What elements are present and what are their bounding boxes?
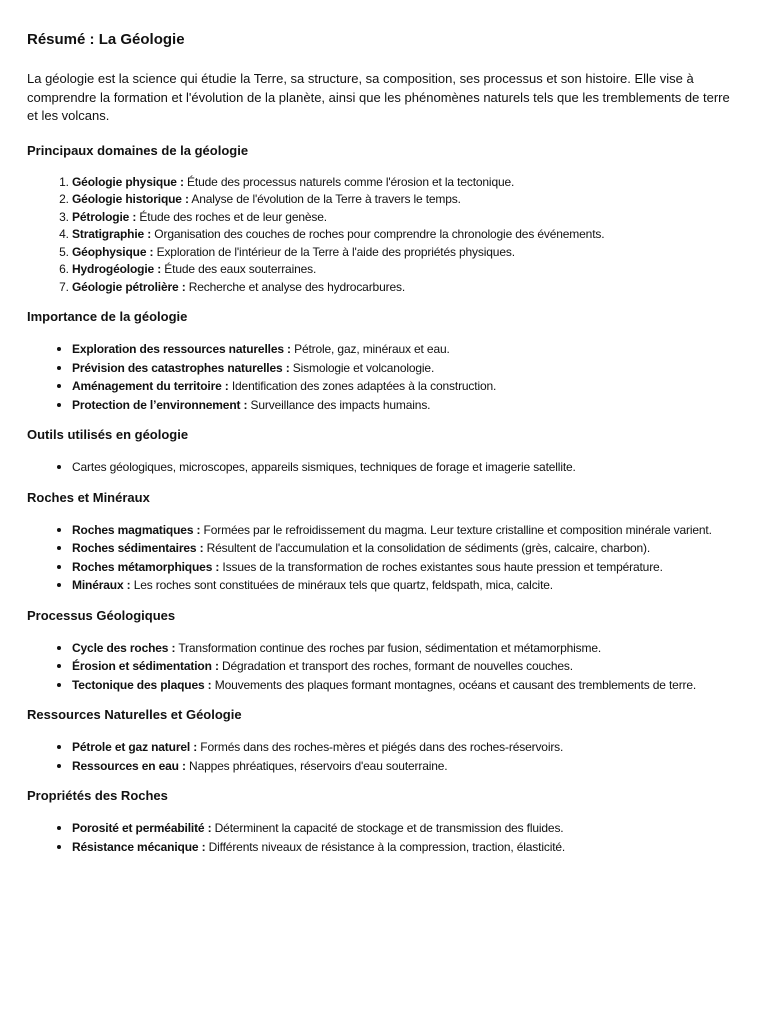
list-item-text: Étude des roches et de leur genèse. [136, 209, 327, 224]
list-item [72, 838, 732, 857]
list-item [72, 458, 732, 477]
list-item-term: Aménagement du territoire : [72, 379, 229, 393]
list-item-term: Cycle des roches : [72, 640, 176, 655]
list-item [72, 657, 732, 676]
list-item-text: Nappes phréatiques, réservoirs d'eau souterraine. [185, 758, 448, 773]
list-item [72, 738, 732, 757]
list-item-text: Identification des zones adaptées à la construction. [228, 379, 497, 393]
list-item-text: Étude des processus naturels comme l'érosion et la tectonique. [183, 174, 515, 189]
list-item-text: Surveillance des impacts humains. [247, 397, 431, 412]
domains-list [27, 174, 732, 297]
list-item [72, 521, 732, 540]
list-item-term: Hydrogéologie : [72, 262, 162, 276]
list-item [72, 757, 732, 776]
list-item-text: Dégradation et transport des roches, formant de nouvelles couches. [218, 659, 573, 673]
list-item [72, 191, 732, 209]
list-item [72, 576, 732, 595]
list-item-term: Stratigraphie : [72, 227, 152, 241]
list-item [72, 676, 732, 695]
list-item-text: Formés dans des roches-mères et piégés dans des roches-réservoirs. [197, 740, 564, 754]
list-item-term: Tectonique des plaques : [72, 677, 212, 692]
intro-paragraph: La géologie est la science qui étudie la Terre, sa structure, sa composition, ses processus et son histoire. Elle vise à comprendre la formation et l'évolution de la planète, ainsi que les phénomènes naturels tels que les tremblements de terre et les volcans. [27, 71, 730, 123]
section-processes [27, 607, 732, 695]
list-item-text: Cartes géologiques, microscopes, appareils sismiques, techniques de forage et imagerie satellite. [72, 460, 576, 474]
list-item-term: Porosité et perméabilité : [72, 821, 212, 835]
list-item [72, 359, 732, 378]
list-item-text: Pétrole, gaz, minéraux et eau. [290, 342, 450, 356]
list-item [72, 340, 732, 359]
list-item [72, 396, 732, 415]
list-item-term: Prévision des catastrophes naturelles : [72, 360, 290, 375]
list-item [72, 279, 732, 297]
list-item [72, 226, 732, 244]
section-heading: Ressources Naturelles et Géologie [27, 707, 242, 722]
list-item-term: Ressources en eau : [72, 758, 186, 773]
list-item-text: Formées par le refroidissement du magma. Leur texture cristalline et composition minérale varient. [200, 522, 712, 537]
list-item-text: Issues de la transformation de roches existantes sous haute pression et température. [219, 559, 663, 574]
list-item-term: Roches métamorphiques : [72, 559, 220, 574]
list-item [72, 377, 732, 396]
list-item-term: Exploration des ressources naturelles : [72, 342, 291, 356]
section-heading: Roches et Minéraux [27, 489, 150, 505]
list-item-term: Pétrologie : [72, 209, 137, 224]
list-item-text: Analyse de l'évolution de la Terre à travers le temps. [188, 192, 461, 206]
document-title: Résumé : La Géologie [27, 31, 185, 48]
list-item-text: Organisation des couches de roches pour comprendre la chronologie des événements. [151, 227, 605, 241]
list-item [72, 558, 732, 577]
list-item-text: Transformation continue des roches par fusion, sédimentation et métamorphisme. [175, 640, 602, 655]
importance-list [27, 340, 732, 414]
list-item-term: Érosion et sédimentation : [72, 659, 219, 673]
list-item-text: Sismologie et volcanologie. [289, 360, 435, 375]
list-item [72, 244, 732, 262]
section-properties [27, 787, 732, 856]
section-rocks [27, 489, 732, 595]
list-item-text: Déterminent la capacité de stockage et de transmission des fluides. [211, 821, 564, 835]
list-item [72, 639, 732, 658]
list-item-text: Différents niveaux de résistance à la compression, traction, élasticité. [205, 839, 566, 854]
list-item-term: Géologie historique : [72, 192, 189, 206]
section-resources [27, 706, 732, 775]
section-importance [27, 308, 732, 414]
rocks-list [27, 521, 732, 595]
list-item [72, 174, 732, 192]
list-item [72, 261, 732, 279]
list-item-text: Les roches sont constituées de minéraux tels que quartz, feldspath, mica, calcite. [130, 578, 553, 592]
processes-list [27, 639, 732, 695]
list-item [72, 539, 732, 558]
resources-list [27, 738, 732, 775]
section-heading: Importance de la géologie [27, 309, 188, 324]
list-item-term: Roches magmatiques : [72, 522, 201, 537]
section-heading: Principaux domaines de la géologie [27, 142, 249, 158]
list-item-text: Étude des eaux souterraines. [161, 262, 317, 276]
list-item-term: Minéraux : [72, 578, 131, 592]
list-item-term: Géologie pétrolière : [72, 279, 186, 294]
list-item-text: Résultent de l'accumulation et la consolidation de sédiments (grès, calcaire, charbon). [203, 541, 651, 555]
section-heading: Propriétés des Roches [27, 788, 168, 803]
list-item [72, 209, 732, 227]
list-item-term: Résistance mécanique : [72, 839, 206, 854]
list-item-term: Pétrole et gaz naturel : [72, 740, 198, 754]
list-item-term: Protection de l’environnement : [72, 397, 248, 412]
section-domains [27, 142, 732, 297]
properties-list [27, 819, 732, 856]
list-item-term: Géologie physique : [72, 174, 184, 189]
tools-list [27, 458, 732, 477]
section-tools [27, 426, 732, 477]
list-item-text: Recherche et analyse des hydrocarbures. [185, 279, 406, 294]
section-heading: Outils utilisés en géologie [27, 427, 189, 442]
list-item-term: Géophysique : [72, 244, 154, 259]
list-item [72, 819, 732, 838]
list-item-term: Roches sédimentaires : [72, 541, 204, 555]
section-heading: Processus Géologiques [27, 607, 176, 623]
list-item-text: Exploration de l'intérieur de la Terre à l'aide des propriétés physiques. [153, 244, 515, 259]
list-item-text: Mouvements des plaques formant montagnes, océans et causant des tremblements de terre. [211, 677, 697, 692]
